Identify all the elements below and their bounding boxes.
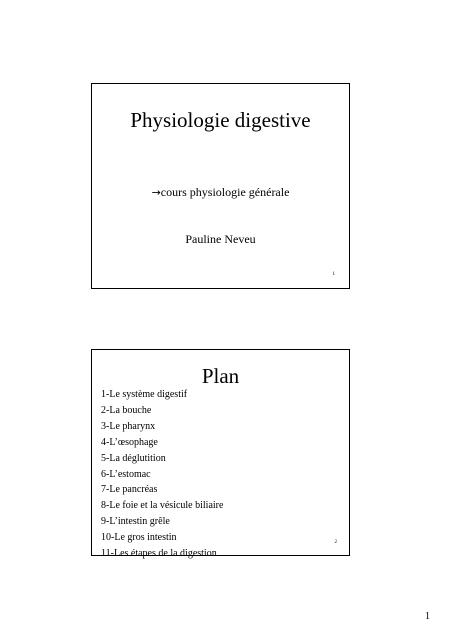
slide-2 bbox=[91, 349, 350, 560]
arrow-right-icon: → bbox=[151, 186, 161, 199]
subtitle-text: cours physiologie générale bbox=[160, 185, 290, 199]
slide-subtitle bbox=[92, 185, 349, 200]
list-item: 5-La déglutition bbox=[101, 452, 166, 464]
slide-1 bbox=[91, 83, 350, 289]
list-item: 2-La bouche bbox=[101, 404, 152, 416]
slide-author: Pauline Neveu bbox=[185, 232, 256, 246]
slide-number: 2 bbox=[334, 540, 337, 545]
plan-list bbox=[101, 387, 223, 562]
list-item: 10-Le gros intestin bbox=[101, 532, 177, 544]
slide-title: Plan bbox=[201, 364, 240, 388]
slide-title: Physiologie digestive bbox=[130, 108, 311, 132]
list-item: 7-Le pancréas bbox=[101, 484, 158, 496]
list-item: 3-Le pharynx bbox=[101, 420, 156, 432]
list-item: 1-Le système digestif bbox=[101, 389, 188, 400]
list-item: 9-L’intestin grêle bbox=[101, 516, 170, 528]
page-number: 1 bbox=[425, 611, 430, 622]
list-item: 4-L’œsophage bbox=[101, 436, 158, 448]
list-item: 6-L’estomac bbox=[101, 468, 151, 480]
list-item: 11-Les étapes de la digestion bbox=[101, 548, 217, 560]
slide-number: 1 bbox=[332, 272, 335, 277]
list-item: 8-Le foie et la vésicule biliaire bbox=[101, 500, 224, 512]
